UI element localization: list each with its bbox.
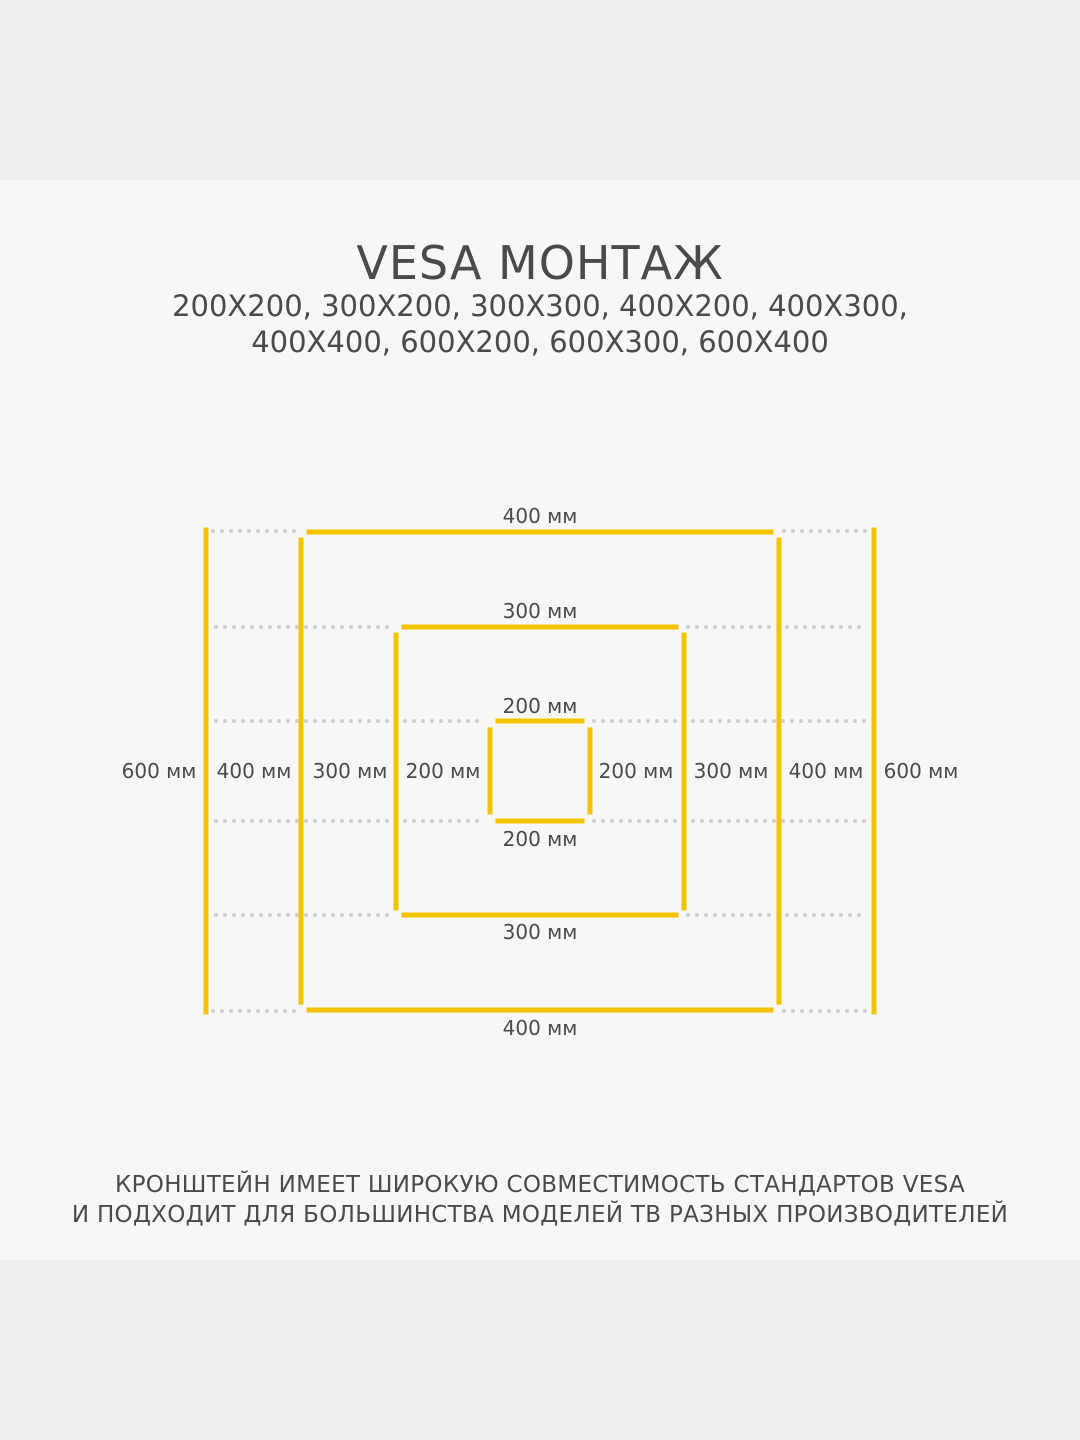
compatibility-note [0,1170,1080,1230]
label-right-300: 300 мм [693,759,769,783]
label-right-200: 200 мм [598,759,674,783]
label-top-400: 400 мм [502,504,578,528]
footer-line-1: КРОНШТЕЙН ИМЕЕТ ШИРОКУЮ СОВМЕСТИМОСТЬ СТАНДАРТОВ VESA [115,1172,965,1198]
label-bottom-200: 200 мм [502,827,578,851]
label-right-400: 400 мм [788,759,864,783]
label-right-600: 600 мм [883,759,959,783]
sizes-line-1: 200X200, 300X200, 300X300, 400X200, 400X300, [172,289,908,323]
dimension-labels [122,504,959,1040]
sizes-line-2: 400X400, 600X200, 600X300, 600X400 [251,325,829,359]
label-left-200: 200 мм [405,759,481,783]
label-top-200: 200 мм [502,694,578,718]
label-left-600: 600 мм [121,759,197,783]
label-left-300: 300 мм [312,759,388,783]
label-left-400: 400 мм [216,759,292,783]
page-title: VESA МОНТАЖ [356,236,724,290]
label-bottom-400: 400 мм [502,1016,578,1040]
footer-line-2: И ПОДХОДИТ ДЛЯ БОЛЬШИНСТВА МОДЕЛЕЙ ТВ РАЗНЫХ ПРОИЗВОДИТЕЛЕЙ [71,1202,1009,1228]
label-top-300: 300 мм [502,599,578,623]
label-bottom-300: 300 мм [502,920,578,944]
